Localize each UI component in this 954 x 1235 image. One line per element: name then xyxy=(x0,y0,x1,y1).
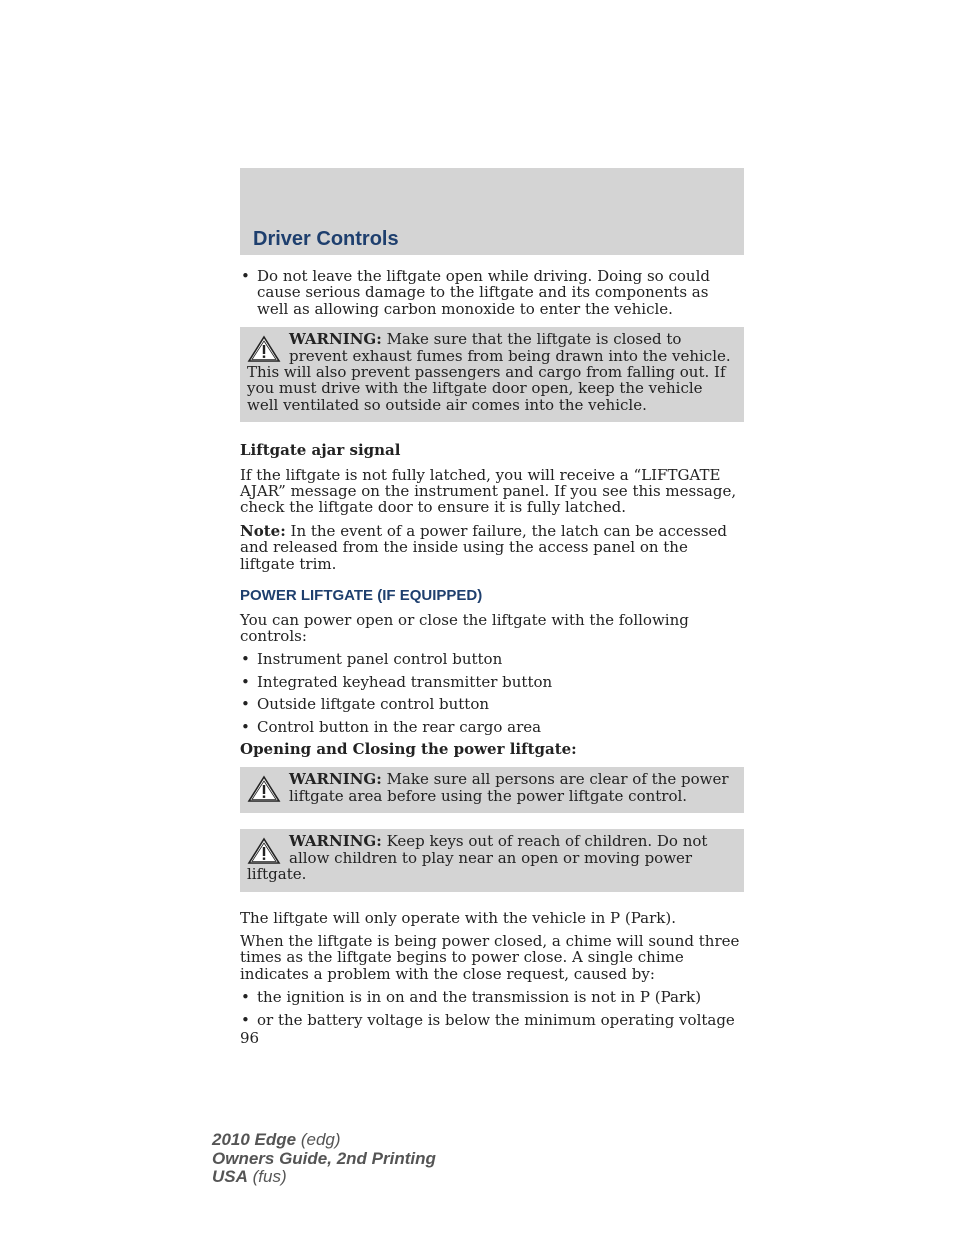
page-number: 96 xyxy=(240,1029,260,1047)
chime-text: When the liftgate is being power closed, a chime will sound three times as the liftgate begins to power close. A single chime indicates a problem with the close request, caused by: xyxy=(240,931,740,983)
warning-triangle-icon xyxy=(247,837,281,865)
footer-market-code: (fus) xyxy=(247,1167,287,1186)
note-text: In the event of a power failure, the latch can be accessed and released from the inside using the access panel on the liftgate trim. xyxy=(240,521,728,573)
document-footer xyxy=(212,1131,436,1187)
control-item: • Instrument panel control button xyxy=(240,651,744,667)
footer-line-market xyxy=(212,1168,436,1187)
control-item: • Control button in the rear cargo area xyxy=(240,719,744,735)
warning-triangle-icon xyxy=(247,775,281,803)
cause-item: • the ignition is in on and the transmission is not in P (Park) xyxy=(240,989,744,1005)
note-label: Note: xyxy=(240,521,286,540)
warning-label: WARNING: xyxy=(289,770,382,789)
ajar-body: If the liftgate is not fully latched, you will receive a “LIFTGATE AJAR” message on the instrument panel. If you see this message, check the liftgate door to ensure it is fully latched. xyxy=(240,465,737,517)
park-text: The liftgate will only operate with the vehicle in P (Park). xyxy=(240,908,676,927)
warning-text: Make sure all persons are clear of the power liftgate area before using the power liftgate control. xyxy=(289,770,729,805)
page-content xyxy=(240,268,744,1046)
footer-market: USA xyxy=(212,1167,248,1186)
control-item: • Outside liftgate control button xyxy=(240,696,744,712)
section-title: Driver Controls xyxy=(253,228,399,250)
warning-triangle-icon xyxy=(247,335,281,363)
warning-label: WARNING: xyxy=(289,832,382,851)
control-item: • Integrated keyhead transmitter button xyxy=(240,674,744,690)
footer-model: 2010 Edge xyxy=(212,1130,297,1149)
warning-box-children xyxy=(240,829,744,891)
cause-item: • or the battery voltage is below the minimum operating voltage xyxy=(240,1012,744,1028)
power-intro: You can power open or close the liftgate with the following controls: xyxy=(240,610,689,645)
warning-text: Keep keys out of reach of children. Do not allow children to play near an open or moving power liftgate. xyxy=(247,832,708,884)
open-close-heading: Opening and Closing the power liftgate: xyxy=(240,739,577,758)
warning-text: Make sure that the liftgate is closed to prevent exhaust fumes from being drawn into the vehicle. This will also prevent passengers and cargo from falling out. If you must drive with the liftgate door open, keep the vehicle well ventilated so outside air comes into the vehicle. xyxy=(247,330,731,414)
footer-edition: Owners Guide, 2nd Printing xyxy=(212,1148,436,1168)
intro-bullet: • Do not leave the liftgate open while driving. Doing so could cause serious damage to the liftgate and its components as well as allowing carbon monoxide to enter the vehicle. xyxy=(240,268,744,317)
ajar-note xyxy=(240,523,744,572)
ajar-heading: Liftgate ajar signal xyxy=(240,441,401,460)
warning-label: WARNING: xyxy=(289,330,382,349)
power-liftgate-heading: POWER LIFTGATE (IF EQUIPPED) xyxy=(240,587,483,605)
warning-box-persons xyxy=(240,767,744,813)
warning-box-exhaust xyxy=(240,327,744,422)
footer-line-model xyxy=(212,1131,436,1150)
footer-model-code: (edg) xyxy=(296,1130,341,1149)
